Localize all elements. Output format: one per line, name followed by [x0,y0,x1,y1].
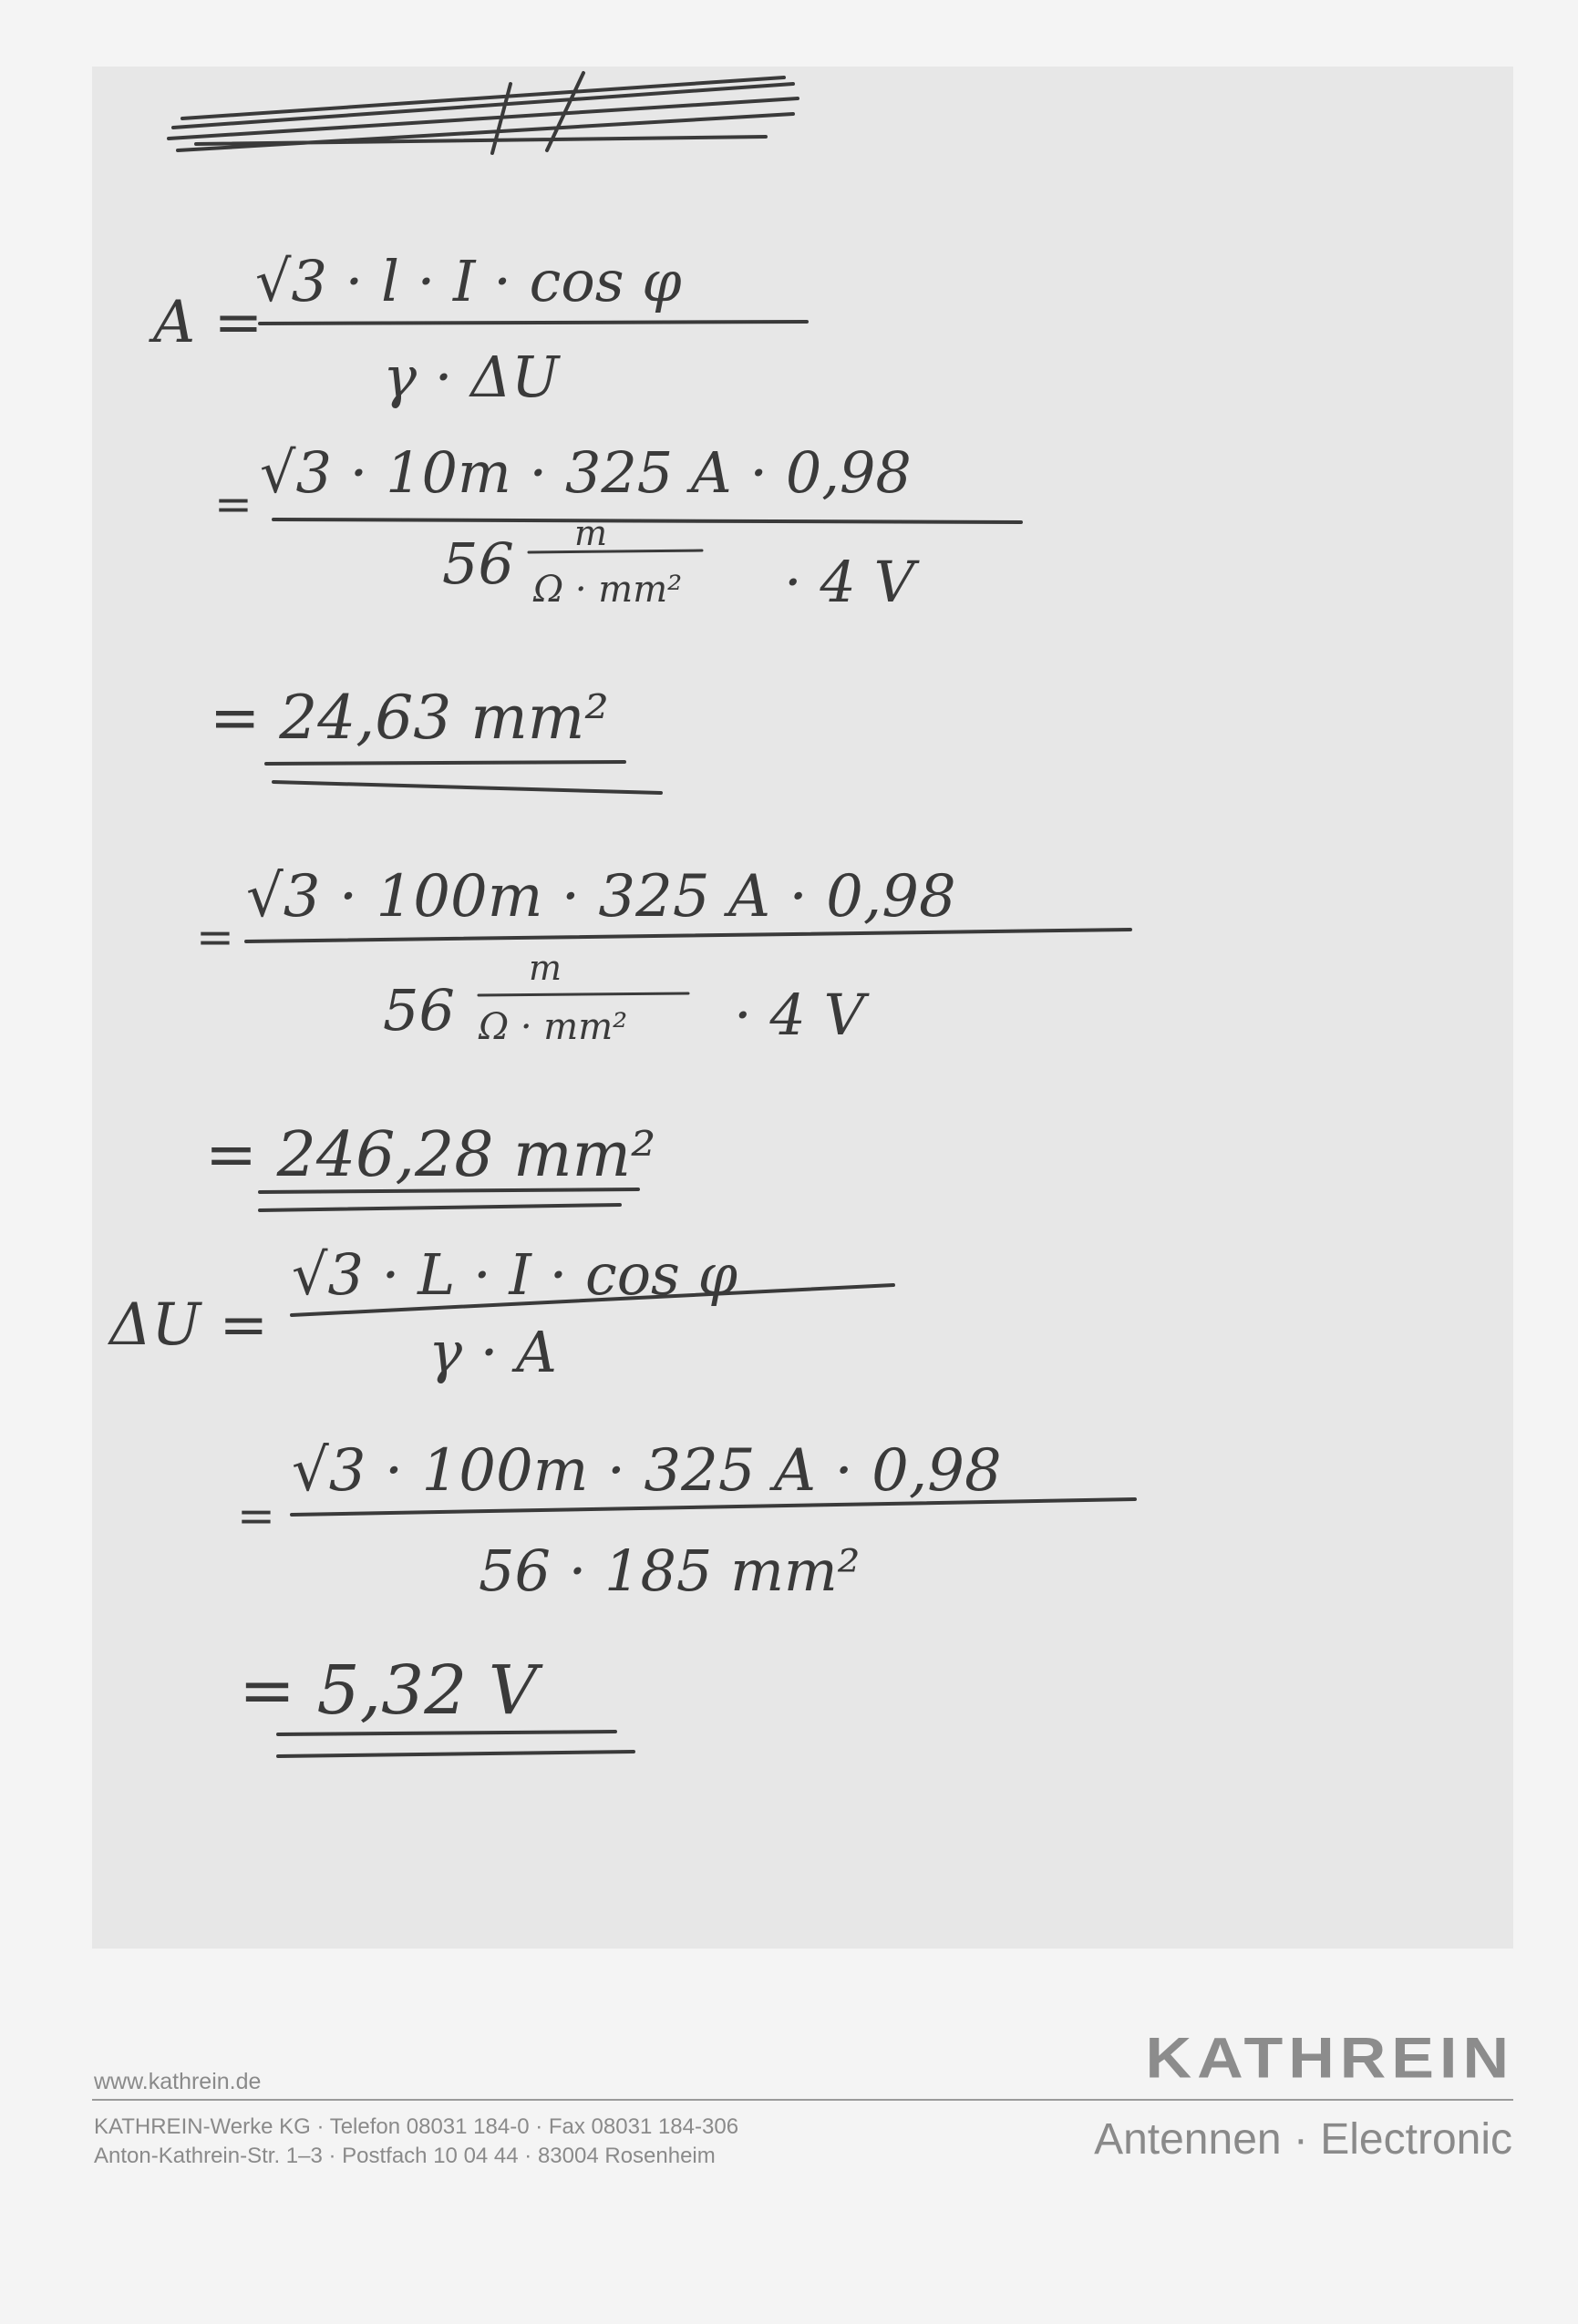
result1-text: = 24,63 mm² [210,683,609,753]
result2-underline-2 [260,1205,620,1210]
result3-underline-1 [278,1732,615,1734]
calc1-unit-bar [529,550,702,552]
calc1-equals: = [214,478,253,530]
result1-underline-2 [273,782,661,793]
calc2-denominator-right: · 4 V [734,982,865,1048]
formula1-fraction-bar [260,322,807,324]
calc2-unit-denominator: Ω · mm² [479,1006,628,1048]
formula1-numerator: √3 · l · I · cos φ [255,248,682,314]
calculation-2 [196,863,1130,1048]
result3-text: = 5,32 V [239,1651,538,1730]
formula2-denominator: γ · A [428,1319,557,1385]
calc2-numerator: √3 · 100m · 325 A · 0,98 [246,863,956,931]
calc1-numerator: √3 · 10m · 325 A · 0,98 [260,439,912,506]
crossed-out-heading [169,73,798,153]
calc2-denominator-left: 56 [383,977,455,1044]
brand-tagline: Antennen · Electronic [1094,2115,1512,2164]
letterhead-footer [0,2025,1578,2215]
formula2-numerator: √3 · L · I · cos φ [292,1241,737,1308]
result-2 [205,1119,655,1210]
calc2-unit-numerator: m [529,948,562,988]
calc3-numerator: √3 · 100m · 325 A · 0,98 [292,1437,1002,1505]
calc1-denominator-left: 56 [442,530,514,597]
formula-cross-section [149,248,807,410]
calc1-unit-numerator: m [574,513,608,553]
calc2-unit-bar [479,993,688,995]
calc1-unit-denominator: Ω · mm² [533,569,683,611]
result-1 [210,683,661,793]
kathrein-logo: KATHREIN [1145,2025,1514,2091]
formula-voltage-drop [107,1241,893,1385]
website-url: www.kathrein.de [94,2069,262,2094]
company-contact-line: KATHREIN-Werke KG · Telefon 08031 184-0 · Fax 08031 184-306 [94,2114,739,2139]
calc2-fraction-bar [246,930,1130,941]
formula1-denominator: γ · ΔU [383,344,560,410]
calc1-fraction-bar [273,519,1021,522]
formula1-lhs: A = [153,289,263,356]
result3-underline-2 [278,1752,634,1756]
result2-text: = 246,28 mm² [205,1119,656,1191]
company-address-line: Anton-Kathrein-Str. 1–3 · Postfach 10 04 44 · 83004 Rosenheim [94,2144,716,2168]
calc3-denominator: 56 · 185 mm² [479,1537,861,1604]
calc2-equals: = [196,910,234,963]
calculation-1 [214,439,1021,615]
result1-underline-1 [266,762,624,764]
result-3 [239,1651,634,1756]
calc1-denominator-right: · 4 V [784,549,915,615]
calc3-equals: = [237,1489,275,1542]
footer-divider [92,2099,1513,2101]
formula2-lhs: ΔU = [109,1291,269,1359]
calculation-3 [237,1437,1135,1604]
